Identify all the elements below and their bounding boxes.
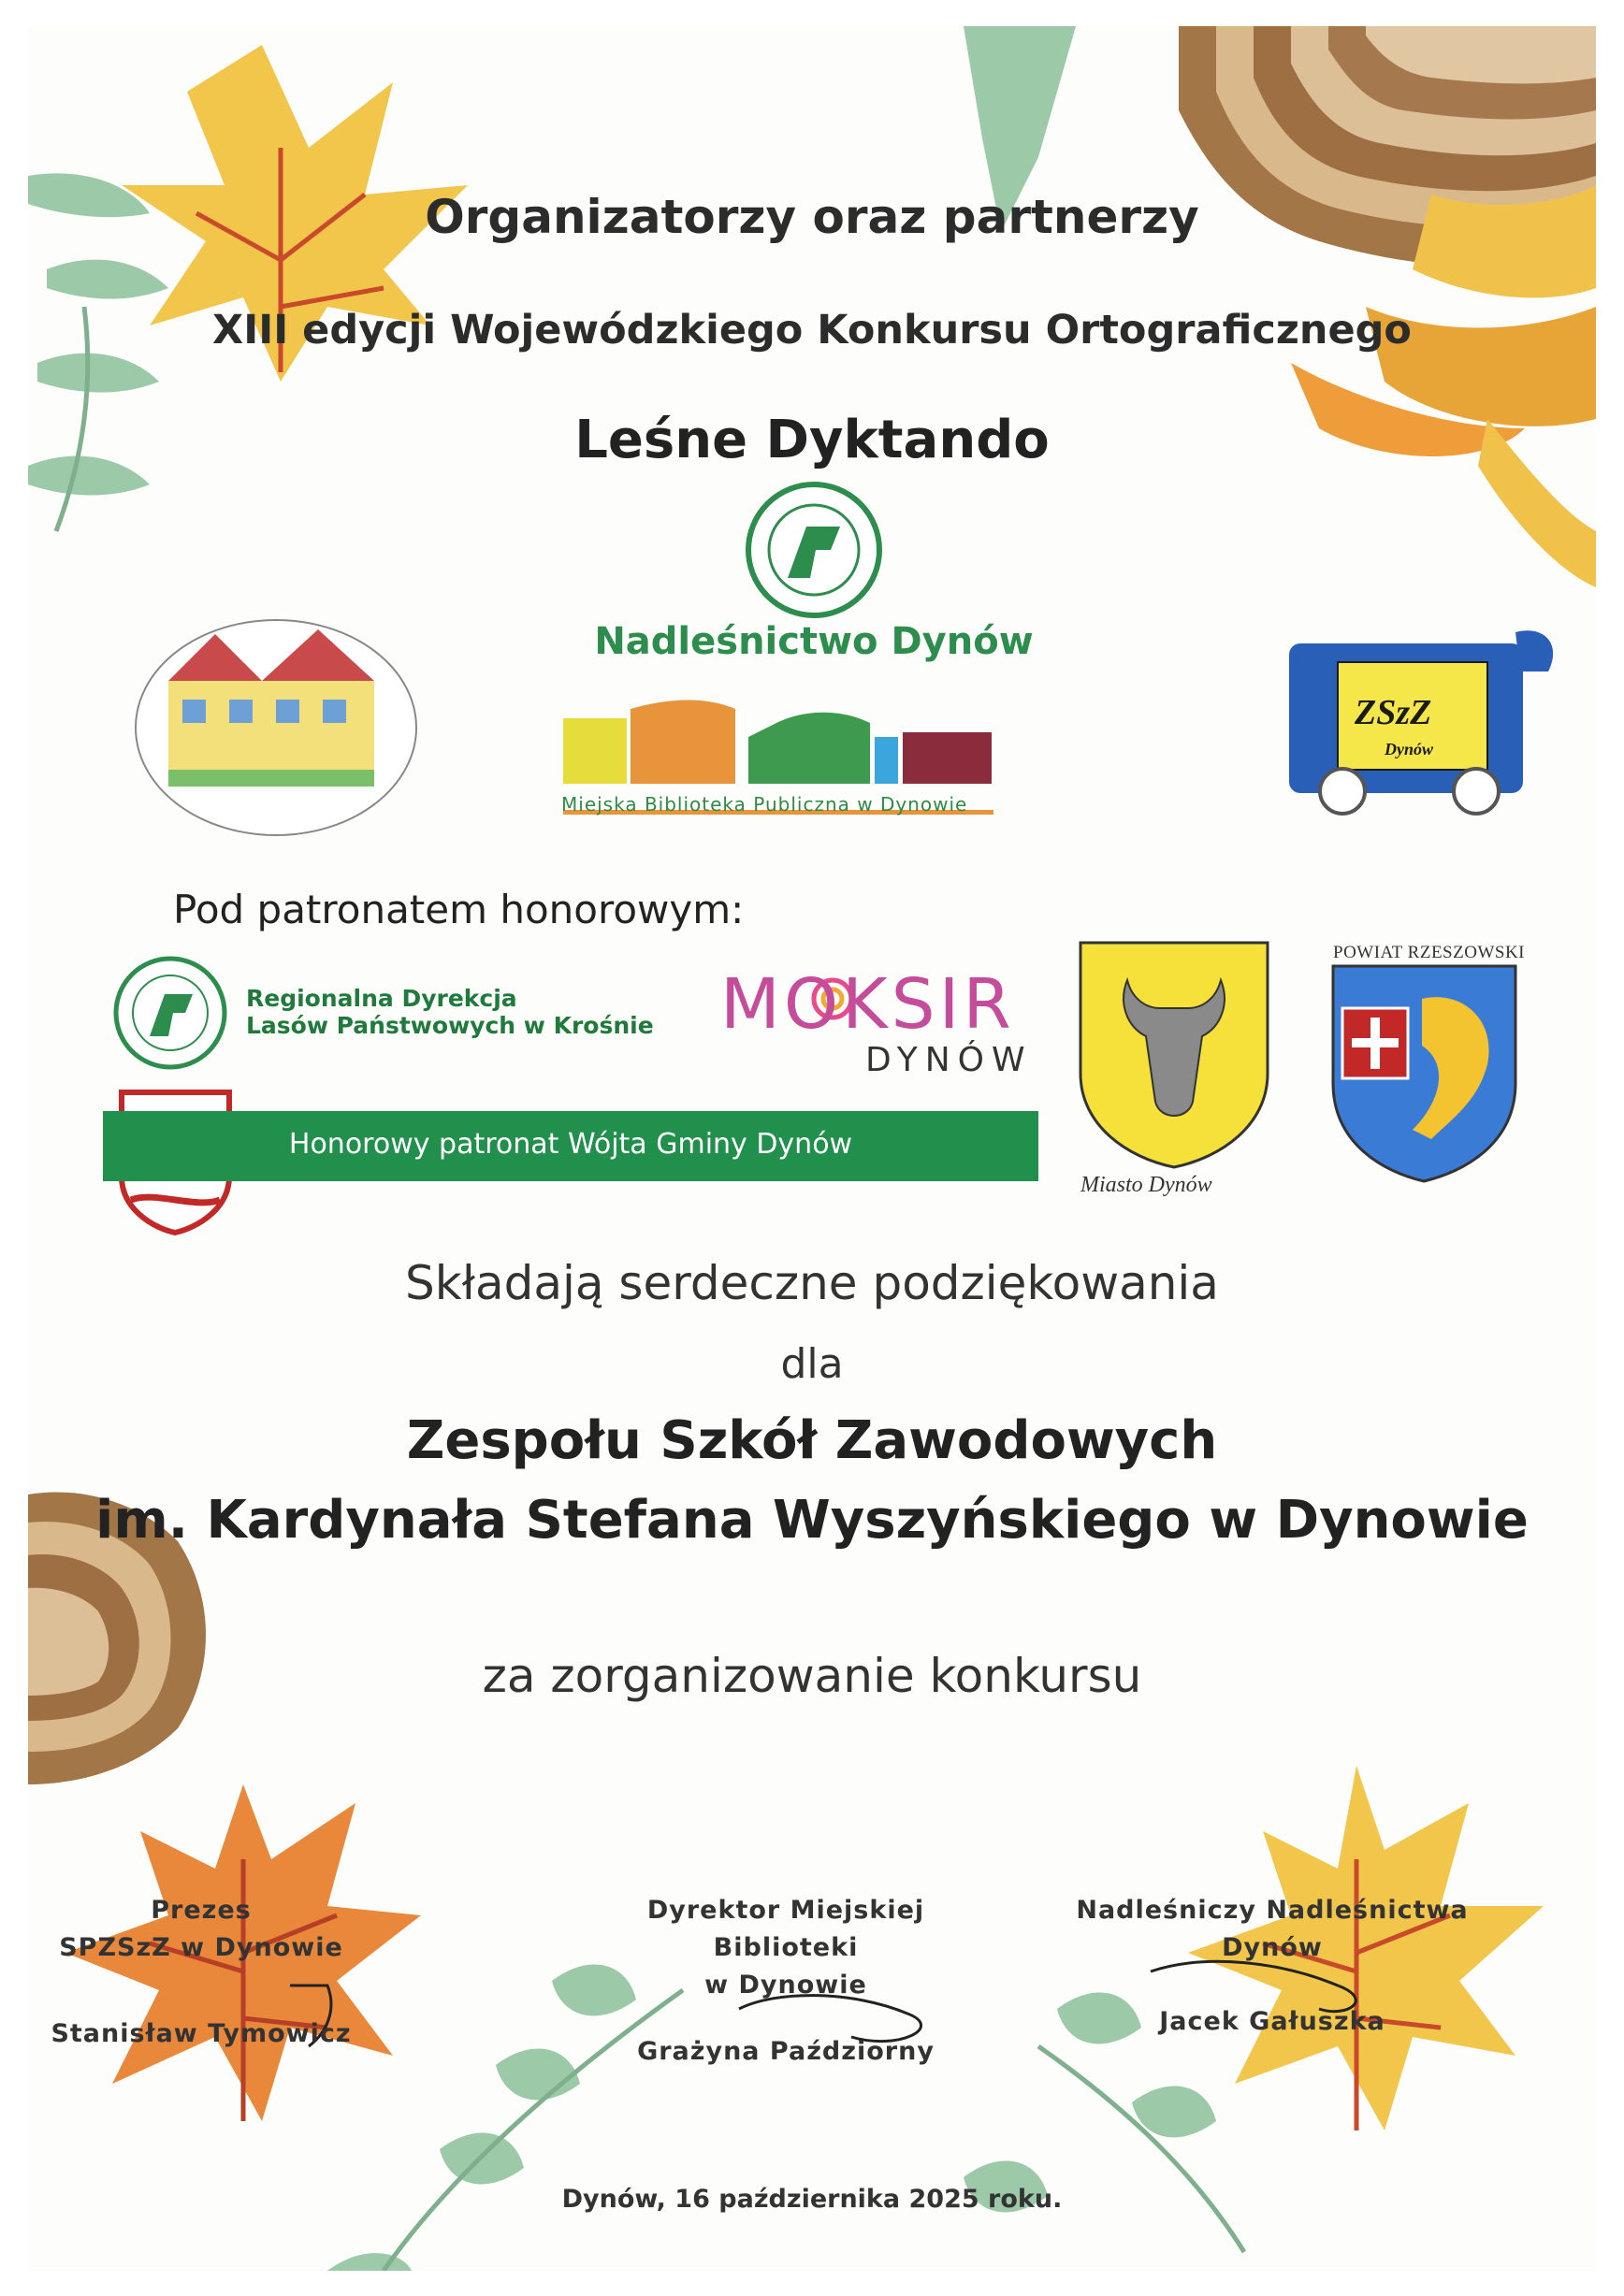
signature-role: Nadleśniczy Nadleśnictwa	[1076, 1896, 1469, 1925]
date-line: Dynów, 16 października 2025 roku.	[561, 2185, 1063, 2214]
biblioteka-caption: Miejska Biblioteka Publiczna w Dynowie	[561, 793, 968, 816]
nadlesnictwo-label: Nadleśnictwo Dynów	[594, 620, 1034, 663]
patronage-label: Pod patronatem honorowym:	[173, 887, 745, 932]
signature-name-nadlesniczy: Jacek Gałuszka	[1159, 2007, 1385, 2036]
contest-title: Leśne Dyktando	[574, 410, 1050, 470]
organizers-heading: Organizatorzy oraz partnerzy	[425, 190, 1199, 244]
moksir-wordmark	[720, 964, 1015, 1045]
stowarzyszenie-logo	[136, 620, 416, 835]
rdlp-line2: Lasów Państwowych w Krośnie	[246, 1012, 654, 1039]
rdlp-line1: Regionalna Dyrekcja	[246, 985, 517, 1012]
signature-block-dyrektor	[608, 1892, 964, 2004]
zszz-logo-title: ZSzZ	[1355, 693, 1432, 732]
rdlp-emblem	[116, 959, 225, 1067]
zszz-logo-subtitle: Dynów	[1385, 740, 1434, 758]
gmina-patronage-text: Honorowy patronat Wójta Gminy Dynów	[288, 1128, 853, 1161]
powiat-caption: POWIAT RZESZOWSKI	[1333, 943, 1526, 962]
signature-role: Prezes	[151, 1896, 252, 1925]
powiat-crest	[1333, 966, 1515, 1181]
signature-block-prezes	[47, 1892, 355, 1967]
signature-name-prezes: Stanisław Tymowicz	[51, 2019, 352, 2048]
miasto-dynow-crest	[1080, 943, 1268, 1167]
moksir-text: MOKSIR	[720, 964, 1015, 1045]
signature-name-dyrektor: Grażyna Paździorny	[637, 2037, 935, 2066]
for-line: dla	[780, 1340, 844, 1388]
reason-line: za zorganizowanie konkursu	[482, 1649, 1142, 1703]
miasto-dynow-caption: Miasto Dynów	[1080, 1173, 1212, 1197]
thanks-line: Składają serdeczne podziękowania	[405, 1256, 1219, 1310]
school-name-line2: im. Kardynała Stefana Wyszyńskiego w Dynowie	[95, 1490, 1529, 1551]
signature-role: Biblioteki	[713, 1933, 859, 1962]
lasy-panstwowe-emblem	[748, 484, 879, 615]
signature-role: Dynów	[1222, 1933, 1323, 1962]
signature-role: w Dynowie	[704, 1971, 867, 2000]
rdlp-label	[246, 985, 654, 1039]
moksir-subtitle: DYNÓW	[865, 1041, 1033, 1079]
school-name-line1: Zespołu Szkół Zawodowych	[406, 1410, 1218, 1471]
certificate-page	[28, 26, 1596, 2271]
signature-role: SPZSzZ w Dynowie	[59, 1933, 343, 1962]
edition-heading: XIII edycji Wojewódzkiego Konkursu Ortograficznego	[212, 307, 1412, 354]
signature-role: Dyrektor Miejskiej	[646, 1896, 925, 1925]
signature-block-nadlesniczy	[1038, 1892, 1506, 1967]
